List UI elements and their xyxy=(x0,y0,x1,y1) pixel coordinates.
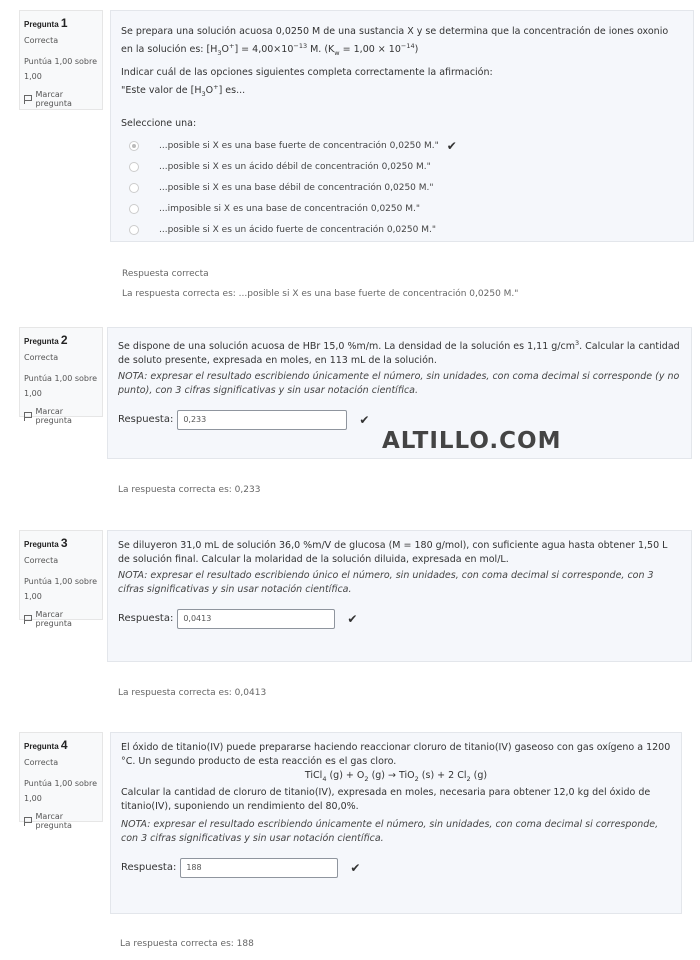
question-statement-2: Calcular la cantidad de cloruro de titanio(IV), expresada en moles, necesaria para obtener 12,0 kg del óxido de titanio(IV), suponiendo un rendimiento del 80,0%. xyxy=(121,786,651,812)
question-state: Correcta xyxy=(24,556,59,565)
answer-input[interactable]: 188 xyxy=(180,858,338,878)
question-quote: "Este valor de $[H_3O^+]$ es... xyxy=(121,83,246,99)
question-state: Correcta xyxy=(24,758,59,767)
question-number: Pregunta 1 xyxy=(24,16,68,30)
radio-checked[interactable] xyxy=(129,141,139,151)
feedback-4: La respuesta correcta es: 188 xyxy=(120,939,254,949)
answer-input[interactable]: 0,0413 xyxy=(177,609,335,629)
question-text-1 xyxy=(110,10,694,242)
question-grade: Puntúa 1,00 sobre 1,00 xyxy=(24,779,98,803)
question-statement: Se diluyeron 31,0 mL de solución 36,0 %m/V de glucosa (M = 180 g/mol), con suficiente agua hasta obtener 1,50 L de solución final. Calcular la molaridad de la solución diluida, expresada en mol/L. xyxy=(118,540,668,565)
flag-question-button[interactable]: Marcar pregunta xyxy=(24,407,98,425)
flag-icon xyxy=(24,95,32,103)
answer-label: Respuesta: xyxy=(118,613,174,624)
question-info-4 xyxy=(19,732,103,830)
select-label: Seleccione una: xyxy=(121,118,197,130)
question-note: NOTA: expresar el resultado escribiendo único el número, sin unidades, con coma decimal si corresponde, con 3 cifras significativas y sin usar notación científica. xyxy=(118,570,654,595)
answer-label: Respuesta: xyxy=(118,414,174,426)
question-number: Pregunta 4 xyxy=(24,738,68,752)
question-statement: Se dispone de una solución acuosa de HBr 15,0 %m/m. La densidad de la solución es 1,11 $g/cm^3$. Calcular la cantidad de soluto presente, expresada en moles, en 113 mL de la solución. xyxy=(118,339,680,367)
answer-row xyxy=(118,609,681,629)
question-grade: Puntúa 1,00 sobre 1,00 xyxy=(24,577,98,601)
question-statement: El óxido de titanio(IV) puede prepararse haciendo reaccionar cloruro de titanio(IV) gaseoso con gas oxígeno a 1200 °C. Un segundo producto de esta reacción es el gas cloro. xyxy=(121,742,671,767)
option-5[interactable]: ...posible si X es un ácido fuerte de concentración 0,0250 M." xyxy=(121,219,683,240)
option-2[interactable]: ...posible si X es un ácido débil de concentración 0,0250 M." xyxy=(121,156,683,177)
question-info-1 xyxy=(19,10,103,110)
check-icon: ✔ xyxy=(347,612,358,626)
question-grade: Puntúa 1,00 sobre 1,00 xyxy=(24,374,98,398)
check-icon: ✔ xyxy=(350,860,361,875)
question-text-3 xyxy=(107,530,692,662)
check-icon: ✔ xyxy=(446,138,457,153)
answer-input[interactable]: 0,233 xyxy=(177,410,347,430)
option-1[interactable]: ...posible si X es una base fuerte de concentración 0,0250 M." ✔ xyxy=(121,135,683,156)
question-number: Pregunta 2 xyxy=(24,333,68,347)
question-note: NOTA: expresar el resultado escribiendo únicamente el número, sin unidades, con coma decimal si corresponde, con 3 cifras significativas y sin usar notación científica. xyxy=(121,818,659,844)
question-grade: Puntúa 1,00 sobre 1,00 xyxy=(24,57,98,81)
question-note: NOTA: expresar el resultado escribiendo únicamente el número, sin unidades, con coma decimal si corresponde (y no punto), con 3 cifras significativas y sin usar notación científica. xyxy=(118,371,680,397)
radio[interactable] xyxy=(129,162,139,172)
question-instruction: Indicar cuál de las opciones siguientes completa correctamente la afirmación: xyxy=(121,67,493,79)
feedback-3: La respuesta correcta es: 0,0413 xyxy=(118,688,267,698)
check-icon: ✔ xyxy=(359,413,370,428)
flag-icon xyxy=(24,412,32,420)
chemical-equation: TiCl$_4$ $(g) + O_2$ (g) → TiO$_2$ (s) + 2 $Cl_2$ (g) xyxy=(304,770,488,783)
feedback-2: La respuesta correcta es: 0,233 xyxy=(118,485,261,495)
question-statement: Se prepara una solución acuosa 0,0250 M de una sustancia X y se determina que la concentración de iones oxonio en la solución es: $[H_3O^+] = 4,00\times 10^{-13}$ M. $(K_w = 1,00 \times 10^{-14})$ xyxy=(121,26,669,58)
question-number: Pregunta 3 xyxy=(24,536,68,550)
answer-label: Respuesta: xyxy=(121,861,177,873)
feedback-1: Respuesta correcta La respuesta correcta es: ...posible si X es una base fuerte de concentración 0,0250 M." xyxy=(122,269,519,299)
radio[interactable] xyxy=(129,183,139,193)
flag-question-button[interactable]: Marcar pregunta xyxy=(24,812,98,830)
flag-icon xyxy=(24,615,32,623)
options-list xyxy=(121,135,683,240)
question-text-4 xyxy=(110,732,682,914)
answer-row xyxy=(121,858,671,878)
option-3[interactable]: ...posible si X es una base débil de concentración 0,0250 M." xyxy=(121,177,683,198)
question-info-3 xyxy=(19,530,103,628)
radio[interactable] xyxy=(129,204,139,214)
question-info-2 xyxy=(19,327,103,425)
radio[interactable] xyxy=(129,225,139,235)
question-state: Correcta xyxy=(24,36,59,45)
question-state: Correcta xyxy=(24,353,59,362)
flag-question-button[interactable]: Marcar pregunta xyxy=(24,90,98,108)
flag-icon xyxy=(24,817,32,825)
watermark-logo: ALTILLO.COM xyxy=(382,428,562,454)
option-4[interactable]: ...imposible si X es una base de concentración 0,0250 M." xyxy=(121,198,683,219)
flag-question-button[interactable]: Marcar pregunta xyxy=(24,610,98,628)
